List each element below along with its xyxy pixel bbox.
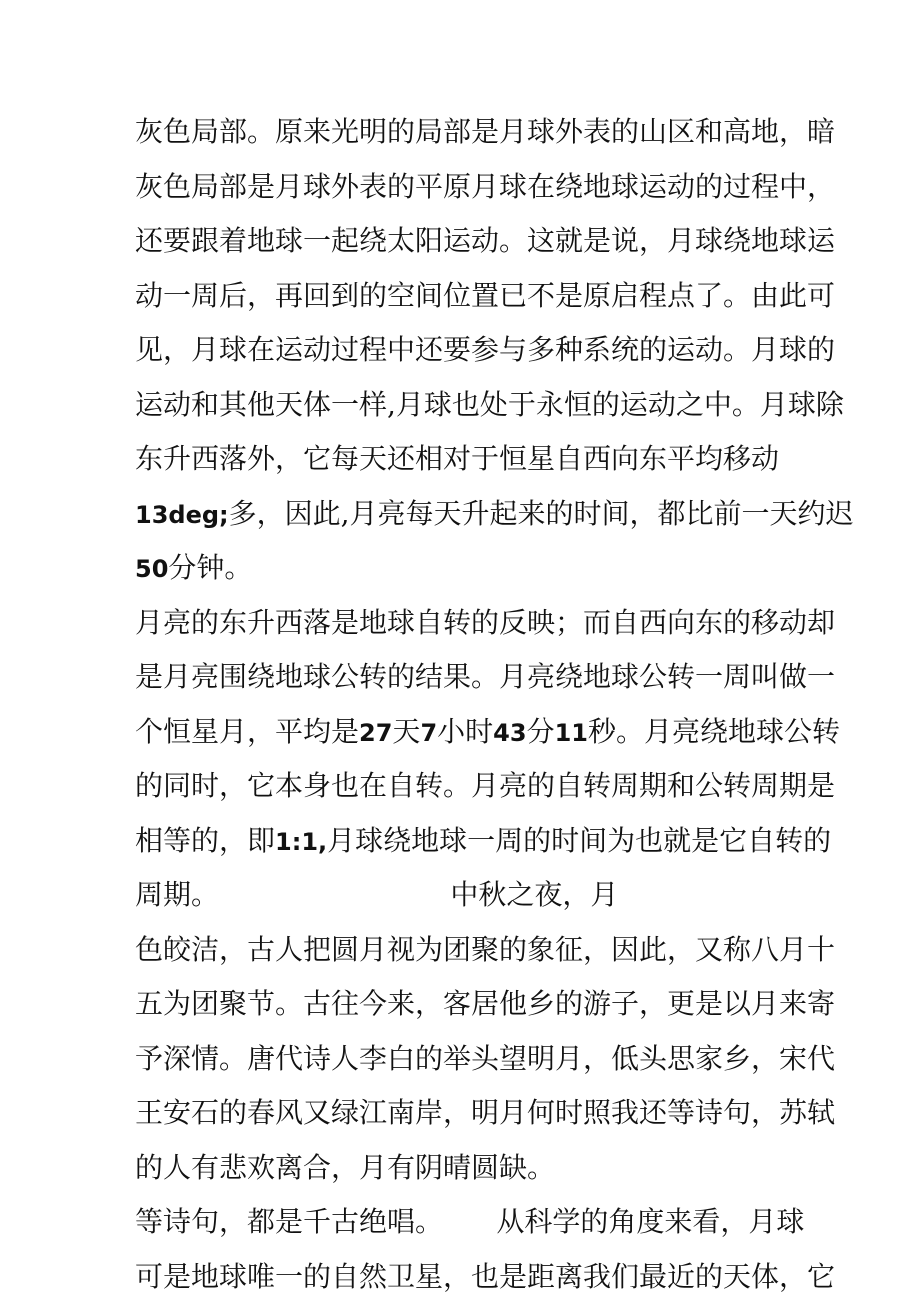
text-segment: 灰色局部。原来光明的局部是月球外表的山区和高地，暗	[135, 115, 836, 148]
text-line	[135, 1148, 795, 1188]
number-text: 27	[359, 718, 393, 747]
text-line	[135, 984, 836, 1024]
text-segment: 分	[526, 714, 555, 748]
text-line	[135, 221, 836, 261]
text-line	[135, 1257, 836, 1297]
text-line	[135, 112, 836, 152]
text-segment: 小时	[437, 714, 494, 748]
text-segment: 色皎洁，古人把圆月视为团聚的象征，因此，又称八月十	[135, 932, 836, 966]
text-line	[135, 657, 836, 697]
text-segment: 秒。月亮绕地球公转	[587, 714, 840, 748]
text-line	[135, 1202, 805, 1242]
number-text: 50	[135, 555, 169, 583]
text-segment: 可是地球唯一的自然卫星，也是距离我们最近的天体，它	[135, 1259, 836, 1293]
text-line	[135, 603, 836, 643]
text-segment: 见，月球在运动过程中还要参与多种系统的运动。月球的	[135, 333, 836, 366]
text-segment: 月球绕地球一周的时间为也就是它自转的	[327, 823, 832, 857]
text-segment: 动一周后，再回到的空间位置已不是原启程点了。由此可	[135, 278, 836, 312]
text-line	[135, 494, 854, 534]
text-line	[135, 167, 836, 207]
text-segment: 五为团聚节。古往今来，客居他乡的游子，更是以月来寄	[135, 987, 836, 1020]
number-text: 7	[420, 718, 438, 747]
text-line	[135, 712, 840, 752]
text-line	[135, 385, 844, 425]
text-segment: 个恒星月，平均是	[135, 714, 360, 748]
text-segment: 的人有悲欢离合，月有阴晴圆缺。	[135, 1150, 556, 1184]
text-line	[135, 548, 795, 588]
text-segment: 周期。 中秋之夜，月	[135, 878, 619, 911]
text-segment: 还要跟着地球一起绕太阳运动。这就是说，月球绕地球运	[135, 224, 836, 257]
text-segment: 灰色局部是月球外表的平原月球在绕地球运动的过程中，	[135, 169, 836, 203]
text-segment: 月亮的东升西落是地球自转的反映；而自西向东的移动却	[135, 605, 836, 639]
text-segment: 予深情。唐代诗人李白的举头望明月，低头思家乡，宋代	[135, 1041, 836, 1075]
text-segment: 是月亮围绕地球公转的结果。月亮绕地球公转一周叫做一	[135, 660, 836, 693]
number-text: 13deg;	[135, 500, 229, 529]
text-segment: 多，因此,月亮每天升起来的时间，都比前一天约迟	[228, 496, 854, 530]
text-segment: 的同时，它本身也在自转。月亮的自转周期和公转周期是	[135, 769, 836, 802]
text-segment: 运动和其他天体一样,月球也处于永恒的运动之中。月球除	[135, 387, 844, 421]
text-segment: 等诗句，都是千古绝唱。 从科学的角度来看，月球	[135, 1205, 805, 1238]
text-line	[135, 276, 836, 316]
text-line	[135, 875, 795, 915]
text-segment: 王安石的春风又绿江南岸，明月何时照我还等诗句，苏轼	[135, 1096, 836, 1129]
text-line	[135, 1093, 836, 1133]
number-text: 43	[493, 718, 527, 747]
number-text: 11	[554, 718, 588, 747]
text-segment: 相等的，即	[135, 823, 276, 857]
text-line	[135, 821, 832, 861]
text-segment: 天	[392, 714, 421, 748]
text-line	[135, 439, 795, 479]
text-segment: 分钟。	[168, 551, 253, 584]
text-line	[135, 330, 836, 370]
text-segment: 东升西落外，它每天还相对于恒星自西向东平均移动	[135, 442, 780, 475]
number-text: 1:1,	[275, 827, 328, 856]
text-line	[135, 766, 836, 806]
text-line	[135, 930, 836, 970]
text-line	[135, 1039, 836, 1079]
